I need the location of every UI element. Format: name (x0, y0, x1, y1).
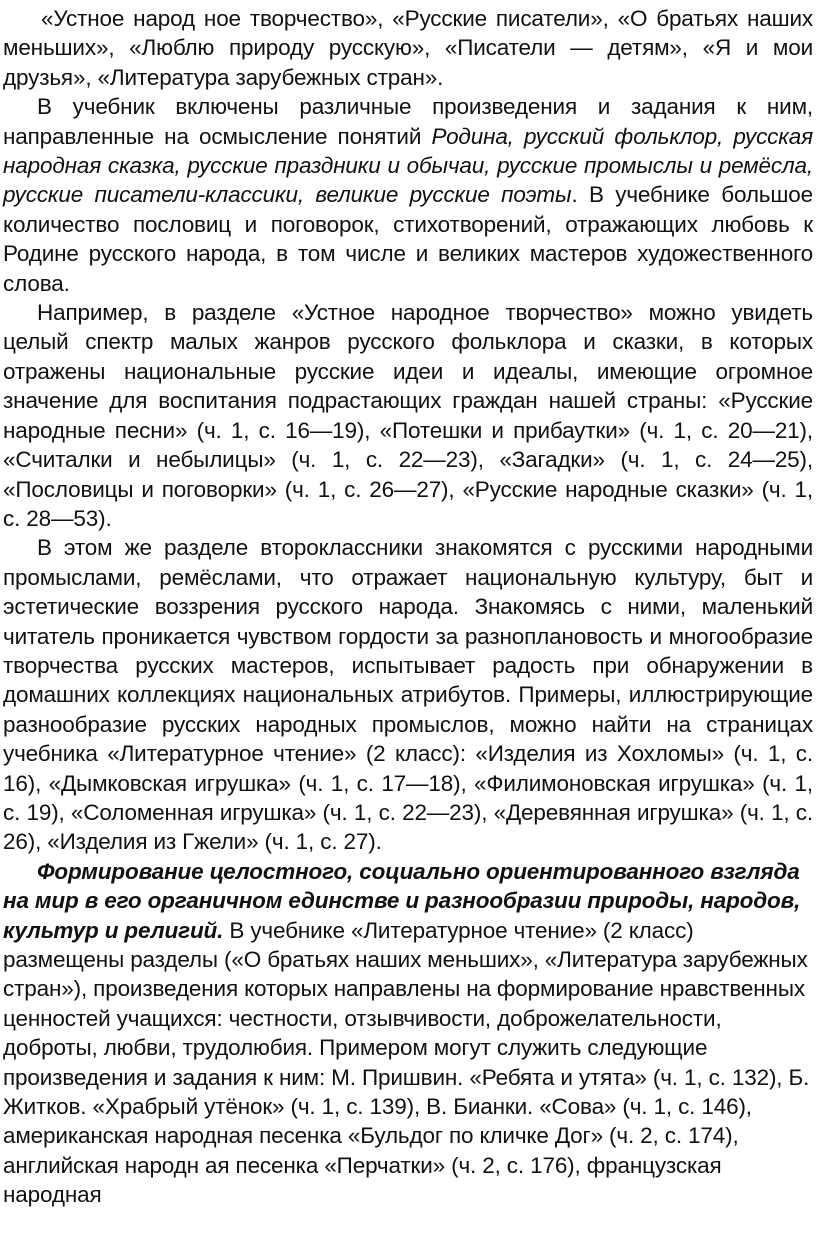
italic-concepts: Родина, русский фольклор, русская народная сказка, русские праздники и обычаи, русские промыслы и ремёсла, русские писатели-классики, великие русские поэты (3, 123, 813, 208)
paragraph-text: Например, в разделе «Устное народное творчество» можно увидеть целый спектр малых жанров русского фольклора и сказки, в которых отражены национальные русские идеи и идеалы, имеющие огромное значение для воспитания подрастающих граждан нашей страны: «Русские народные песни» (ч. 1, с. 16—19), «Потешки и прибаутки» (ч. 1, с. 20—21), «Считалки и небылицы» (ч. 1, с. 22—23), «Загадки» (ч. 1, с. 24—25), «Пословицы и поговорки» (ч. 1, с. 26—27), «Русские народные сказки» (ч. 1, с. 28—53). (3, 300, 813, 531)
paragraph-text: «Устное народ ное творчество», «Русские писатели», «О братьях наших меньших», «Люблю природу русскую», «Писатели — детям», «Я и мои друзья», «Литература зарубежных стран». (3, 6, 813, 90)
paragraph-text-after: В учебнике «Литературное чтение» (2 класс) размещены разделы («О братьях наших меньших», «Литература зарубежных стран»), произведения которых направлены на формирование нравственных ценностей учащихся: честности, отзывчивости, доброжелательности, доброты, любви, трудолюбия. Примером могут служить следующие произведения и задания к ним: М. Пришвин. «Ребята и утята» (ч. 1, с. 132), Б. Житков. «Храбрый утёнок» (ч. 1, с. 139), В. Бианки. «Сова» (ч. 1, с. 146), американская народная песенка «Бульдог по кличке Дог» (ч. 2, с. 174), английская народн ая песенка «Перчатки» (ч. 2, с. 176), французская народная (3, 917, 810, 1208)
paragraph-text-before: В учебник включены различные произведения и задания к ним, направленные на осмысление понятий (3, 94, 813, 149)
paragraph-worldview (3, 857, 813, 1210)
paragraph-text: В этом же разделе второклассники знакомятся с русскими народными промыслами, ремёслами, что отражает национальную культуру, быт и эстетические воззрения русского народа. Знакомясь с ними, маленький читатель проникается чувством гордости за разноплановость и многообразие творчества русских мастеров, испытывает радость при обнаружении в домашних коллекциях национальных атрибутов. Примеры, иллюстрирующие разнообразие русских народных промыслов, можно найти на страницах учебника «Литературное чтение» (2 класс): «Изделия из Хохломы» (ч. 1, с. 16), «Дымковская игрушка» (ч. 1, с. 17—18), «Филимоновская игрушка» (ч. 1, с. 19), «Соломенная игрушка» (ч. 1, с. 22—23), «Деревянная игрушка» (ч. 1, с. 26), «Изделия из Гжели» (ч. 1, с. 27). (3, 535, 813, 855)
paragraph-text-after: . В учебнике большое количество пословиц и поговорок, стихотворений, отражающих любовь к Родине русского народа, в том числе и великих мастеров художественного слова. (3, 182, 813, 296)
paragraph-crafts (3, 533, 813, 856)
bold-italic-heading: Формирование целостного, социально ориентированного взгляда на мир в его органичном единстве и разнообразии природы, народов, культур и религий. (3, 858, 801, 943)
paragraph-sections-list (3, 4, 813, 92)
paragraph-textbook-concepts (3, 92, 813, 298)
paragraph-folklore-section (3, 298, 813, 533)
